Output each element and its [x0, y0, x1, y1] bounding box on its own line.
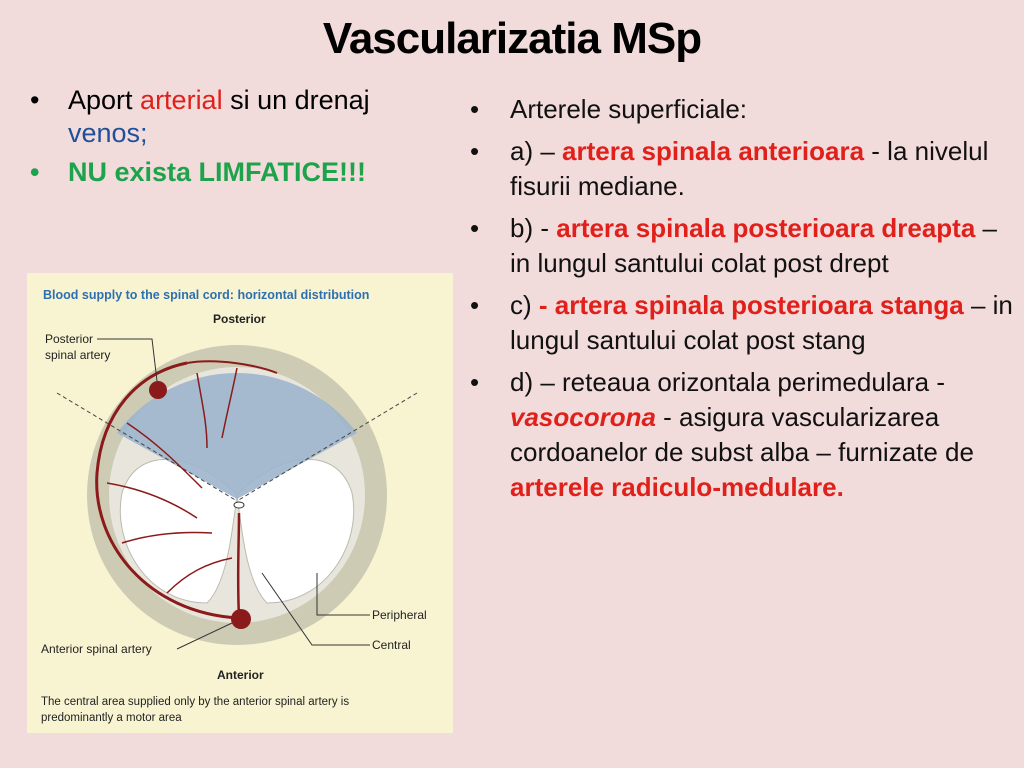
right-bullet-d: • d) – reteaua orizontala perimedulara - vasocorona - asigura vascularizarea cordoanelor de subst alba – furnizate de arterele radiculo-medulare. [470, 367, 974, 502]
label-posterior-spinal-artery-1: Posterior [45, 332, 94, 346]
bullet-icon: • [470, 136, 480, 166]
venos-word: venos; [68, 118, 148, 148]
left-bullet-limfatice: • NU exista LIMFATICE!!! [30, 157, 367, 187]
bullet-icon: • [470, 94, 480, 124]
bullet-icon: • [470, 367, 480, 397]
spinal-cord-diagram [27, 273, 453, 733]
right-bullet-c: • c) - artera spinala posterioara stanga – in lungul santului colat post stang [470, 290, 1013, 355]
bullet-icon: • [30, 85, 40, 115]
spinal-cord-figure [27, 273, 453, 733]
left-bullet-list [30, 84, 380, 195]
bullet-icon: • [30, 157, 40, 187]
right-bullet-b: • b) - artera spinala posterioara dreapta – in lungul santului colat post drept [470, 213, 997, 278]
bullet-icon: • [470, 213, 480, 243]
central-canal [234, 502, 244, 508]
figure-heading: Blood supply to the spinal cord: horizontal distribution [43, 288, 370, 302]
slide-title: Vascularizatia MSp [322, 14, 702, 63]
right-bullet-list [470, 92, 1018, 512]
posterior-spinal-artery-node [149, 381, 167, 399]
label-anterior-spinal-artery: Anterior spinal artery [41, 642, 152, 656]
arterial-word: arterial [140, 85, 223, 115]
label-peripheral: Peripheral [372, 608, 427, 622]
label-anterior: Anterior [217, 668, 264, 682]
anterior-spinal-artery-node [231, 609, 251, 629]
label-central: Central [372, 638, 411, 652]
label-posterior: Posterior [213, 312, 266, 326]
label-posterior-spinal-artery-2: spinal artery [45, 348, 111, 362]
bullet-icon: • [470, 290, 480, 320]
right-bullet-arterele: • Arterele superficiale: [470, 92, 1018, 127]
right-bullet-a: • a) – artera spinala anterioara - la nivelul fisurii mediane. [470, 136, 989, 201]
figure-caption-1: The central area supplied only by the anterior spinal artery is [41, 696, 350, 708]
sulcal-artery [238, 513, 239, 618]
figure-caption-2: predominantly a motor area [41, 712, 182, 724]
left-bullet-aport: • Aport arterial si un drenaj venos; [30, 85, 370, 148]
